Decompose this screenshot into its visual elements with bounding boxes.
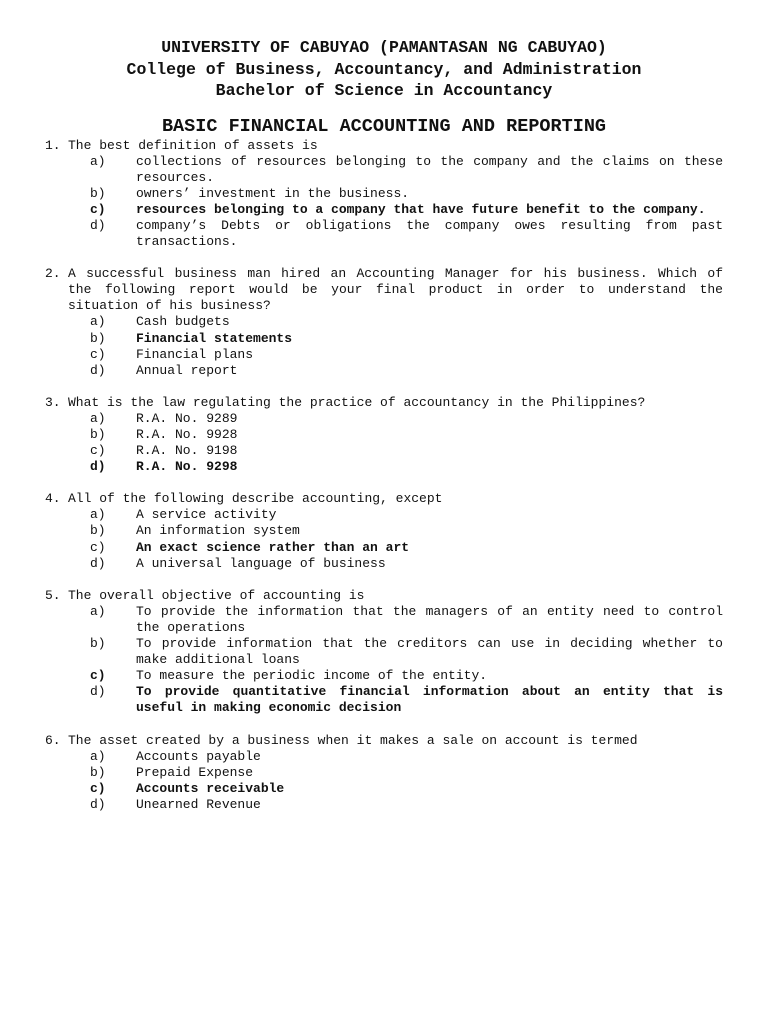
option-text: Cash budgets: [136, 314, 230, 330]
option-text: R.A. No. 9298: [136, 459, 238, 475]
option-c-answer: [90, 202, 723, 218]
option-text: R.A. No. 9928: [136, 427, 238, 442]
option-text: Unearned Revenue: [136, 796, 261, 812]
option-letter: d): [90, 217, 106, 233]
option-c-answer: [90, 540, 723, 556]
option-b: [90, 765, 723, 781]
option-letter: b): [90, 764, 106, 780]
option-d-answer: [90, 459, 723, 475]
option-d: [90, 797, 723, 813]
question-text: What is the law regulating the practice of accountancy in the Philippines?: [68, 394, 646, 410]
option-d: [90, 363, 723, 379]
question-number: 6.: [45, 732, 61, 748]
option-letter: a): [90, 507, 106, 523]
option-text: Annual report: [136, 362, 238, 378]
option-text: Accounts payable: [136, 748, 261, 764]
option-text: To provide information that the creditors can use in deciding whether to make additional loans: [136, 636, 723, 668]
option-b: [90, 427, 723, 443]
program-name: Bachelor of Science in Accountancy: [215, 81, 553, 100]
option-text: R.A. No. 9198: [136, 443, 238, 459]
option-list: [90, 749, 723, 813]
option-a: [90, 314, 723, 330]
option-text: To provide the information that the managers of an entity need to control the operations: [136, 603, 723, 635]
option-d: [90, 556, 723, 572]
option-letter: a): [90, 153, 106, 169]
option-a: [90, 507, 723, 523]
option-text: R.A. No. 9289: [136, 410, 238, 426]
option-b-answer: [90, 331, 723, 347]
option-text: collections of resources belonging to the company and the claims on these resources.: [136, 153, 723, 185]
option-letter: b): [90, 636, 106, 652]
question-1: [45, 138, 723, 251]
question-number: 2.: [45, 266, 61, 282]
option-text: A service activity: [136, 507, 277, 523]
option-text: To measure the periodic income of the entity.: [136, 668, 488, 684]
option-list: [90, 154, 723, 251]
option-text: An exact science rather than an art: [136, 539, 410, 555]
option-letter: d): [90, 796, 106, 812]
question-2: [45, 266, 723, 379]
option-list: [90, 604, 723, 717]
option-letter: a): [90, 748, 106, 764]
option-letter: c): [90, 201, 106, 217]
option-letter: a): [90, 410, 106, 426]
option-list: [90, 507, 723, 571]
option-text: An information system: [136, 523, 300, 539]
option-letter: c): [90, 668, 106, 684]
option-letter: c): [90, 780, 106, 796]
option-list: [90, 314, 723, 378]
option-b: [90, 186, 723, 202]
question-5: [45, 588, 723, 717]
option-letter: d): [90, 459, 106, 475]
option-b: [90, 523, 723, 539]
document-header: [45, 37, 723, 102]
question-text: All of the following describe accounting, except: [68, 491, 443, 507]
option-letter: b): [90, 330, 106, 346]
option-list: [90, 411, 723, 475]
option-letter: a): [90, 603, 106, 619]
option-a: [90, 749, 723, 765]
option-text: Accounts receivable: [136, 780, 285, 796]
option-a: [90, 604, 723, 636]
option-text: To provide quantitative financial information about an entity that is useful in making economic decision: [136, 684, 723, 716]
question-number: 1.: [45, 137, 61, 153]
question-number: 3.: [45, 394, 61, 410]
option-text: company’s Debts or obligations the company owes resulting from past transactions.: [136, 217, 723, 250]
option-letter: d): [90, 362, 106, 378]
question-text: The best definition of assets is: [68, 137, 318, 153]
question-6: [45, 733, 723, 813]
question-4: [45, 491, 723, 571]
option-text: owners’ investment in the business.: [136, 185, 410, 201]
option-text: Financial plans: [136, 346, 254, 362]
option-c-answer: [90, 781, 723, 797]
option-letter: d): [90, 555, 106, 571]
option-letter: c): [90, 443, 106, 459]
option-letter: d): [90, 684, 106, 700]
exam-title: BASIC FINANCIAL ACCOUNTING AND REPORTING: [161, 115, 607, 137]
college-name: College of Business, Accountancy, and Administration: [126, 59, 642, 79]
option-text: A universal language of business: [136, 555, 386, 571]
question-text: The overall objective of accounting is: [68, 587, 365, 603]
option-letter: c): [90, 539, 106, 555]
option-c: [90, 668, 723, 684]
option-letter: c): [90, 346, 106, 362]
option-d-answer: [90, 684, 723, 716]
option-a: [90, 154, 723, 186]
option-letter: b): [90, 523, 106, 539]
option-c: [90, 347, 723, 363]
option-b: [90, 636, 723, 668]
option-c: [90, 443, 723, 459]
question-text: A successful business man hired an Accounting Manager for his business. Which of the following report would be your final product in order to understand the situation of his business?: [68, 266, 723, 314]
question-number: 4.: [45, 491, 61, 507]
option-text: Prepaid Expense: [136, 764, 254, 780]
option-letter: b): [90, 185, 106, 201]
option-a: [90, 411, 723, 427]
option-d: [90, 218, 723, 250]
option-text: resources belonging to a company that have future benefit to the company.: [136, 201, 706, 217]
question-number: 5.: [45, 587, 61, 603]
question-3: [45, 395, 723, 475]
option-text: Financial statements: [136, 330, 293, 346]
option-letter: a): [90, 314, 106, 330]
university-name: UNIVERSITY OF CABUYAO (PAMANTASAN NG CABUYAO): [161, 38, 607, 57]
option-letter: b): [90, 427, 106, 442]
question-text: The asset created by a business when it makes a sale on account is termed: [68, 732, 638, 748]
